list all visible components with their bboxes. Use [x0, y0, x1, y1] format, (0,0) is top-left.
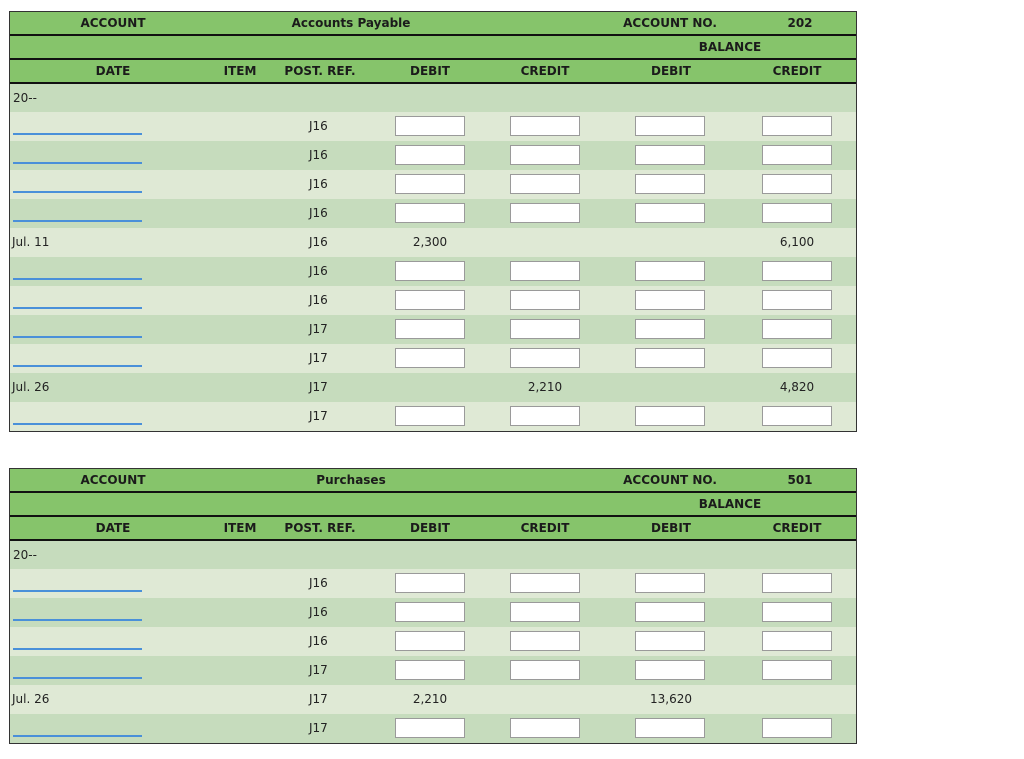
account-no-label: ACCOUNT NO. [623, 16, 717, 30]
debit-input[interactable] [395, 261, 465, 281]
date-select-link[interactable] [13, 648, 142, 650]
col-credit: CREDIT [520, 64, 570, 78]
col-debit: DEBIT [410, 64, 450, 78]
year-label: 20-- [13, 548, 37, 562]
post-ref: J16 [309, 235, 328, 249]
col-item: ITEM [223, 64, 257, 78]
balance-credit-input[interactable] [762, 203, 832, 223]
ledger-row [10, 685, 856, 714]
balance-debit-input[interactable] [635, 631, 705, 651]
balance-debit-input[interactable] [635, 406, 705, 426]
balance-credit-input[interactable] [762, 145, 832, 165]
account-no-label: ACCOUNT NO. [623, 473, 717, 487]
balance-credit-input[interactable] [762, 348, 832, 368]
date-text: Jul. 26 [12, 380, 50, 394]
ledger-row [10, 257, 856, 286]
debit-value: 2,210 [412, 692, 448, 706]
credit-input[interactable] [510, 718, 580, 738]
credit-input[interactable] [510, 631, 580, 651]
debit-input[interactable] [395, 348, 465, 368]
date-select-link[interactable] [13, 133, 142, 135]
account-label: ACCOUNT [80, 473, 146, 487]
post-ref: J16 [309, 264, 328, 278]
credit-input[interactable] [510, 348, 580, 368]
post-ref: J16 [309, 605, 328, 619]
year-row [10, 541, 856, 569]
debit-input[interactable] [395, 631, 465, 651]
date-select-link[interactable] [13, 619, 142, 621]
date-select-link[interactable] [13, 307, 142, 309]
ledger-row [10, 170, 856, 199]
col-date: DATE [95, 64, 131, 78]
debit-input[interactable] [395, 290, 465, 310]
balance-debit-input[interactable] [635, 261, 705, 281]
credit-input[interactable] [510, 174, 580, 194]
balance-credit-input[interactable] [762, 406, 832, 426]
credit-input[interactable] [510, 145, 580, 165]
year-label: 20-- [13, 91, 37, 105]
balance-debit-input[interactable] [635, 602, 705, 622]
balance-credit-input[interactable] [762, 718, 832, 738]
ledger-row [10, 141, 856, 170]
date-select-link[interactable] [13, 365, 142, 367]
post-ref: J16 [309, 119, 328, 133]
date-select-link[interactable] [13, 220, 142, 222]
balance-debit-input[interactable] [635, 319, 705, 339]
balance-credit-value: 4,820 [779, 380, 815, 394]
ledger-row [10, 112, 856, 141]
balance-credit-input[interactable] [762, 660, 832, 680]
date-select-link[interactable] [13, 336, 142, 338]
ledger-row [10, 569, 856, 598]
credit-input[interactable] [510, 602, 580, 622]
debit-input[interactable] [395, 660, 465, 680]
ledger-accounts-payable [9, 11, 857, 432]
balance-debit-input[interactable] [635, 116, 705, 136]
balance-credit-input[interactable] [762, 631, 832, 651]
col-debit: DEBIT [410, 521, 450, 535]
ledger-row [10, 598, 856, 627]
credit-input[interactable] [510, 116, 580, 136]
col-post-ref: POST. REF. [284, 64, 356, 78]
balance-header-row [10, 493, 856, 517]
balance-debit-input[interactable] [635, 203, 705, 223]
balance-debit-input[interactable] [635, 290, 705, 310]
balance-credit-input[interactable] [762, 261, 832, 281]
ledger-row [10, 199, 856, 228]
col-balance-credit: CREDIT [772, 64, 822, 78]
col-balance-debit: DEBIT [651, 64, 691, 78]
balance-credit-input[interactable] [762, 290, 832, 310]
post-ref: J17 [309, 409, 328, 423]
col-date: DATE [95, 521, 131, 535]
post-ref: J17 [309, 663, 328, 677]
post-ref: J17 [309, 322, 328, 336]
col-balance-credit: CREDIT [772, 521, 822, 535]
balance-header-row [10, 36, 856, 60]
date-select-link[interactable] [13, 677, 142, 679]
ledger-row [10, 315, 856, 344]
account-header-row [10, 469, 856, 493]
balance-credit-input[interactable] [762, 174, 832, 194]
balance-debit-input[interactable] [635, 174, 705, 194]
post-ref: J17 [309, 380, 328, 394]
balance-debit-input[interactable] [635, 718, 705, 738]
date-select-link[interactable] [13, 278, 142, 280]
debit-value: 2,300 [412, 235, 448, 249]
credit-value: 2,210 [527, 380, 563, 394]
debit-input[interactable] [395, 602, 465, 622]
post-ref: J16 [309, 576, 328, 590]
post-ref: J17 [309, 692, 328, 706]
date-select-link[interactable] [13, 735, 142, 737]
post-ref: J16 [309, 177, 328, 191]
account-no: 501 [787, 473, 813, 487]
date-select-link[interactable] [13, 191, 142, 193]
col-credit: CREDIT [520, 521, 570, 535]
post-ref: J16 [309, 293, 328, 307]
ledger-row [10, 402, 856, 431]
debit-input[interactable] [395, 406, 465, 426]
ledger-purchases [9, 468, 857, 744]
balance-credit-input[interactable] [762, 602, 832, 622]
ledger-row [10, 373, 856, 402]
balance-debit-input[interactable] [635, 145, 705, 165]
balance-debit-input[interactable] [635, 660, 705, 680]
ledger-row [10, 627, 856, 656]
date-select-link[interactable] [13, 590, 142, 592]
credit-input[interactable] [510, 406, 580, 426]
column-header-row [10, 60, 856, 84]
col-item: ITEM [223, 521, 257, 535]
ledger-row [10, 286, 856, 315]
credit-input[interactable] [510, 203, 580, 223]
debit-input[interactable] [395, 145, 465, 165]
debit-input[interactable] [395, 573, 465, 593]
date-select-link[interactable] [13, 162, 142, 164]
balance-credit-input[interactable] [762, 319, 832, 339]
balance-label: BALANCE [698, 40, 762, 54]
debit-input[interactable] [395, 203, 465, 223]
post-ref: J17 [309, 351, 328, 365]
credit-input[interactable] [510, 573, 580, 593]
ledger-row [10, 656, 856, 685]
post-ref: J16 [309, 634, 328, 648]
account-name: Purchases [316, 473, 386, 487]
balance-debit-input[interactable] [635, 348, 705, 368]
balance-debit-input[interactable] [635, 573, 705, 593]
balance-label: BALANCE [698, 497, 762, 511]
post-ref: J16 [309, 206, 328, 220]
balance-credit-input[interactable] [762, 573, 832, 593]
balance-credit-value: 6,100 [779, 235, 815, 249]
balance-debit-value: 13,620 [650, 692, 692, 706]
ledger-row [10, 344, 856, 373]
ledger-row [10, 714, 856, 743]
debit-input[interactable] [395, 319, 465, 339]
credit-input[interactable] [510, 290, 580, 310]
account-label: ACCOUNT [80, 16, 146, 30]
date-text: Jul. 11 [12, 235, 50, 249]
account-name: Accounts Payable [291, 16, 411, 30]
balance-credit-input[interactable] [762, 116, 832, 136]
column-header-row [10, 517, 856, 541]
debit-input[interactable] [395, 718, 465, 738]
ledger-row [10, 228, 856, 257]
credit-input[interactable] [510, 319, 580, 339]
debit-input[interactable] [395, 174, 465, 194]
date-select-link[interactable] [13, 423, 142, 425]
col-balance-debit: DEBIT [651, 521, 691, 535]
year-row [10, 84, 856, 112]
post-ref: J16 [309, 148, 328, 162]
credit-input[interactable] [510, 660, 580, 680]
account-no: 202 [787, 16, 813, 30]
date-text: Jul. 26 [12, 692, 50, 706]
account-header-row [10, 12, 856, 36]
debit-input[interactable] [395, 116, 465, 136]
credit-input[interactable] [510, 261, 580, 281]
post-ref: J17 [309, 721, 328, 735]
col-post-ref: POST. REF. [284, 521, 356, 535]
